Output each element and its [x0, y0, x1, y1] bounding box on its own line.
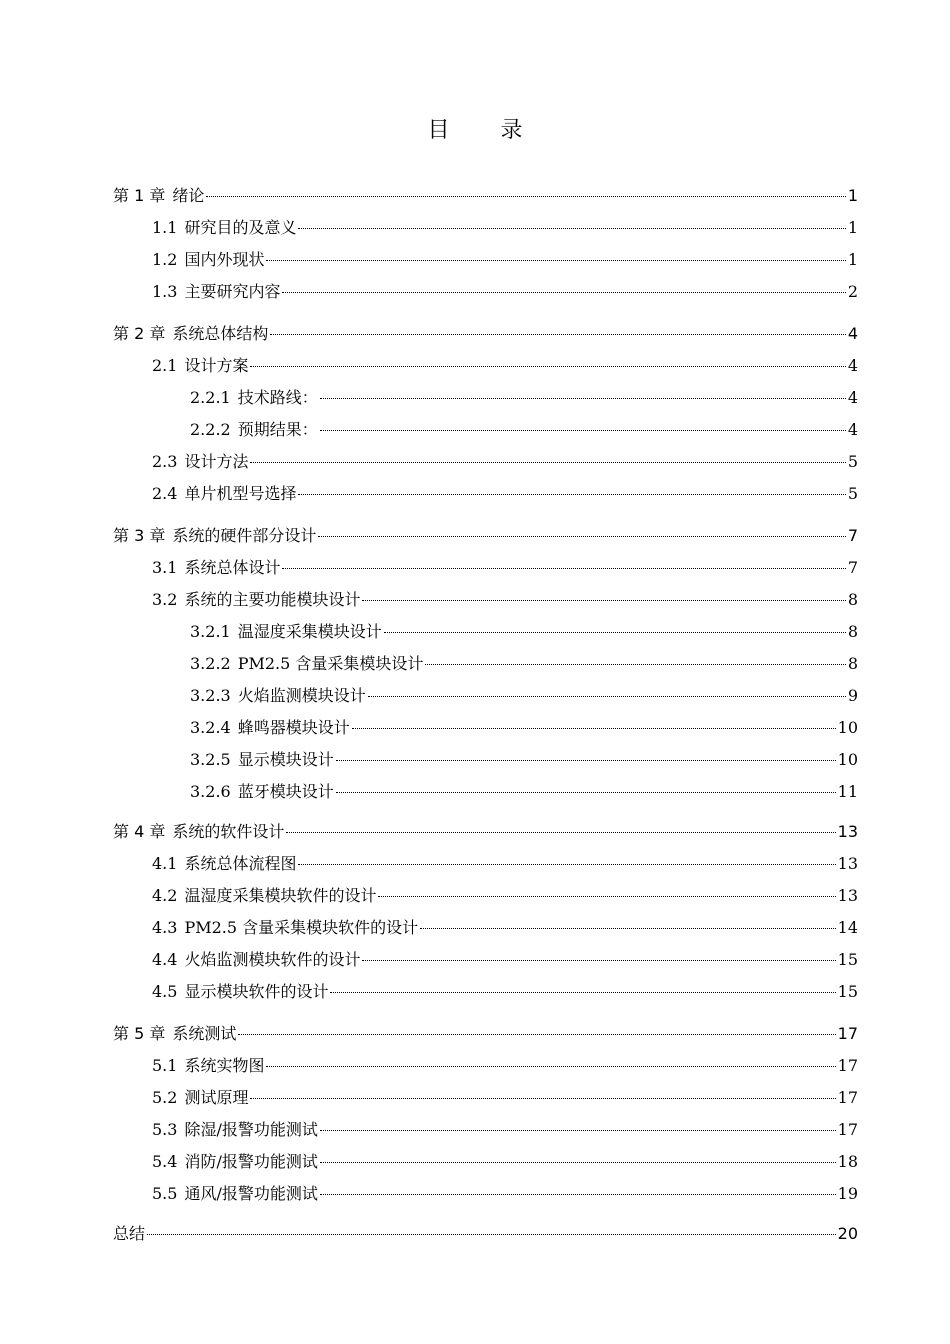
- toc-entry-number: 4.3: [152, 918, 178, 937]
- toc-entry-number: 4.5: [152, 982, 178, 1001]
- toc-chapter-entry: [113, 322, 858, 346]
- toc-page-number: 8: [847, 590, 858, 609]
- toc-entry-number: 5.3: [152, 1120, 178, 1139]
- toc-page-number: 8: [847, 654, 858, 673]
- dot-leader: [362, 600, 845, 601]
- toc-entry-label: [113, 322, 268, 346]
- toc-entry-number: 1.2: [152, 250, 178, 269]
- toc-page-number: 15: [837, 950, 858, 969]
- toc-entry-number: 2.1: [152, 356, 178, 375]
- dot-leader: [336, 760, 836, 761]
- toc-entry-text: PM2.5 含量采集模块软件的设计: [184, 918, 419, 937]
- toc-entry-label: [113, 820, 284, 844]
- toc-page-number: 11: [837, 782, 858, 801]
- toc-page-number: 8: [847, 622, 858, 641]
- toc-section-entry: [152, 450, 858, 474]
- toc-section-entry: [152, 588, 858, 612]
- toc-entry-label: [190, 386, 318, 410]
- toc-entry-label: [190, 716, 350, 740]
- toc-entry-number: 2.4: [152, 484, 178, 503]
- toc-entry-number: 第 2 章: [113, 324, 166, 343]
- toc-entry-label: [152, 852, 296, 876]
- dot-leader: [425, 664, 845, 665]
- toc-page-number: 19: [837, 1184, 858, 1203]
- dot-leader: [282, 568, 845, 569]
- toc-entry-text: 系统总体设计: [184, 558, 281, 577]
- toc-entry-number: 5.4: [152, 1152, 178, 1171]
- toc-entry-text: 除湿/报警功能测试: [184, 1120, 318, 1139]
- toc-page-number: 4: [847, 356, 858, 375]
- toc-page-number: 18: [837, 1152, 858, 1171]
- toc-entry-text: 显示模块设计: [237, 750, 334, 769]
- toc-entry-label: [152, 588, 360, 612]
- toc-section-entry: [190, 716, 858, 740]
- toc-entry-text: 设计方案: [184, 356, 249, 375]
- toc-page-number: 17: [837, 1088, 858, 1107]
- toc-entry-text: 预期结果：: [237, 420, 318, 439]
- dot-leader: [298, 864, 835, 865]
- dot-leader: [330, 992, 835, 993]
- toc-page-number: 17: [837, 1024, 858, 1043]
- toc-entry-number: 2.2.2: [190, 420, 231, 439]
- toc-entry-number: 3.2.5: [190, 750, 231, 769]
- toc-section-entry: [152, 916, 858, 940]
- toc-entry-number: 2.3: [152, 452, 178, 471]
- dot-leader: [298, 228, 845, 229]
- toc-entry-text: 设计方法: [184, 452, 249, 471]
- toc-section-entry: [152, 1150, 858, 1174]
- dot-leader: [298, 494, 845, 495]
- toc-entry-text: 主要研究内容: [184, 282, 281, 301]
- toc-entry-text: 系统测试: [172, 1024, 237, 1043]
- toc-section-entry: [152, 280, 858, 304]
- toc-entry-label: [152, 1182, 318, 1206]
- toc-entry-number: 3.2: [152, 590, 178, 609]
- toc-entry-number: 3.1: [152, 558, 178, 577]
- toc-page-number: 7: [847, 526, 858, 545]
- toc-page-number: 10: [837, 718, 858, 737]
- toc-entry-text: 系统总体流程图: [184, 854, 297, 873]
- toc-entry-number: 5.1: [152, 1056, 178, 1075]
- toc-entry-text: 系统的硬件部分设计: [172, 526, 317, 545]
- toc-section-entry: [190, 386, 858, 410]
- toc-page-number: 1: [847, 250, 858, 269]
- toc-entry-label: [190, 620, 382, 644]
- dot-leader: [147, 1234, 836, 1235]
- toc-title: 目 录: [427, 118, 545, 143]
- toc-page-number: 5: [847, 484, 858, 503]
- toc-entry-label: [190, 780, 334, 804]
- toc-section-entry: [190, 684, 858, 708]
- toc-entry-number: 3.2.6: [190, 782, 231, 801]
- toc-section-entry: [152, 248, 858, 272]
- dot-leader: [250, 462, 845, 463]
- dot-leader: [282, 292, 845, 293]
- toc-section-entry: [152, 852, 858, 876]
- dot-leader: [238, 1034, 835, 1035]
- toc-page-number: 5: [847, 452, 858, 471]
- toc-page-number: 1: [847, 186, 858, 205]
- toc-entry-label: [190, 418, 318, 442]
- toc-entry-label: [152, 948, 360, 972]
- dot-leader: [318, 536, 845, 537]
- toc-entry-label: [152, 1086, 248, 1110]
- toc-entry-text: PM2.5 含量采集模块设计: [237, 654, 424, 673]
- dot-leader: [250, 1098, 835, 1099]
- toc-chapter-entry: [113, 1222, 858, 1246]
- toc-entry-number: 3.2.2: [190, 654, 231, 673]
- toc-entry-text: 系统的软件设计: [172, 822, 285, 841]
- toc-entry-text: 总结: [113, 1224, 146, 1243]
- toc-entry-number: 第 5 章: [113, 1024, 166, 1043]
- dot-leader: [250, 366, 845, 367]
- dot-leader: [378, 896, 835, 897]
- toc-entry-text: 绪论: [172, 186, 205, 205]
- toc-entry-number: 3.2.1: [190, 622, 231, 641]
- toc-entry-text: 温湿度采集模块软件的设计: [184, 886, 377, 905]
- toc-entry-number: 第 3 章: [113, 526, 166, 545]
- toc-entry-number: 3.2.3: [190, 686, 231, 705]
- dot-leader: [320, 1130, 836, 1131]
- dot-leader: [420, 928, 836, 929]
- dot-leader: [266, 260, 845, 261]
- toc-entry-text: 温湿度采集模块设计: [237, 622, 382, 641]
- toc-section-entry: [190, 652, 858, 676]
- toc-chapter-entry: [113, 820, 858, 844]
- toc-page-number: 20: [837, 1224, 858, 1243]
- toc-section-entry: [152, 948, 858, 972]
- toc-section-entry: [152, 216, 858, 240]
- toc-entry-number: 5.5: [152, 1184, 178, 1203]
- toc-page-number: 9: [847, 686, 858, 705]
- toc-section-entry: [152, 1086, 858, 1110]
- toc-entry-label: [113, 1222, 145, 1246]
- toc-page-number: 10: [837, 750, 858, 769]
- toc-chapter-entry: [113, 524, 858, 548]
- dot-leader: [320, 1194, 836, 1195]
- toc-entry-text: 蓝牙模块设计: [237, 782, 334, 801]
- toc-entry-number: 第 4 章: [113, 822, 166, 841]
- toc-section-entry: [152, 980, 858, 1004]
- dot-leader: [320, 398, 846, 399]
- toc-section-entry: [190, 418, 858, 442]
- toc-page-number: 13: [837, 886, 858, 905]
- dot-leader: [368, 696, 846, 697]
- toc-entry-text: 通风/报警功能测试: [184, 1184, 318, 1203]
- toc-page-number: 14: [837, 918, 858, 937]
- toc-entry-number: 2.2.1: [190, 388, 231, 407]
- toc-entry-label: [152, 1054, 264, 1078]
- toc-page-number: 4: [847, 324, 858, 343]
- toc-entry-label: [113, 524, 316, 548]
- toc-entry-text: 火焰监测模块软件的设计: [184, 950, 361, 969]
- toc-entry-label: [113, 184, 204, 208]
- toc-entry-label: [190, 684, 366, 708]
- toc-entry-label: [190, 748, 334, 772]
- dot-leader: [352, 728, 836, 729]
- toc-entry-number: 4.4: [152, 950, 178, 969]
- toc-section-entry: [152, 1118, 858, 1142]
- dot-leader: [270, 334, 845, 335]
- toc-page-number: 7: [847, 558, 858, 577]
- toc-entry-label: [190, 652, 423, 676]
- toc-entry-text: 蜂鸣器模块设计: [237, 718, 350, 737]
- toc-page-number: 2: [847, 282, 858, 301]
- toc-chapter-entry: [113, 184, 858, 208]
- toc-entry-text: 测试原理: [184, 1088, 249, 1107]
- toc-section-entry: [152, 482, 858, 506]
- dot-leader: [266, 1066, 835, 1067]
- toc-section-entry: [152, 556, 858, 580]
- dot-leader: [362, 960, 835, 961]
- toc-section-entry: [190, 780, 858, 804]
- toc-entry-label: [152, 450, 248, 474]
- toc-entry-number: 1.3: [152, 282, 178, 301]
- toc-page-number: 1: [847, 218, 858, 237]
- toc-entry-label: [152, 248, 264, 272]
- toc-chapter-entry: [113, 1022, 858, 1046]
- toc-section-entry: [190, 748, 858, 772]
- toc-section-entry: [152, 1182, 858, 1206]
- toc-entry-text: 研究目的及意义: [184, 218, 297, 237]
- toc-entry-number: 第 1 章: [113, 186, 166, 205]
- toc-entry-label: [152, 980, 328, 1004]
- toc-page-number: 4: [847, 388, 858, 407]
- toc-page-number: 13: [837, 854, 858, 873]
- toc-entry-text: 系统的主要功能模块设计: [184, 590, 361, 609]
- toc-page-number: 17: [837, 1056, 858, 1075]
- dot-leader: [320, 430, 846, 431]
- toc-entry-label: [152, 1118, 318, 1142]
- toc-page-number: 15: [837, 982, 858, 1001]
- toc-section-entry: [152, 884, 858, 908]
- toc-section-entry: [152, 354, 858, 378]
- toc-entry-label: [152, 280, 280, 304]
- toc-entry-text: 技术路线：: [237, 388, 318, 407]
- toc-entry-label: [152, 354, 248, 378]
- toc-entry-label: [152, 1150, 318, 1174]
- toc-entry-label: [113, 1022, 236, 1046]
- toc-entry-number: 4.1: [152, 854, 178, 873]
- toc-entry-text: 系统实物图: [184, 1056, 265, 1075]
- toc-entry-text: 系统总体结构: [172, 324, 269, 343]
- toc-entry-label: [152, 556, 280, 580]
- toc-page-number: 13: [837, 822, 858, 841]
- toc-entry-number: 1.1: [152, 218, 178, 237]
- dot-leader: [336, 792, 836, 793]
- dot-leader: [206, 196, 845, 197]
- toc-entry-text: 火焰监测模块设计: [237, 686, 366, 705]
- dot-leader: [320, 1162, 836, 1163]
- toc-section-entry: [152, 1054, 858, 1078]
- toc-entry-text: 显示模块软件的设计: [184, 982, 329, 1001]
- toc-entry-text: 消防/报警功能测试: [184, 1152, 318, 1171]
- toc-entry-number: 5.2: [152, 1088, 178, 1107]
- toc-page-number: 4: [847, 420, 858, 439]
- toc-entry-label: [152, 884, 376, 908]
- toc-entry-label: [152, 916, 418, 940]
- toc-section-entry: [190, 620, 858, 644]
- toc-entry-number: 3.2.4: [190, 718, 231, 737]
- toc-entry-text: 国内外现状: [184, 250, 265, 269]
- dot-leader: [384, 632, 846, 633]
- toc-entry-number: 4.2: [152, 886, 178, 905]
- toc-page-number: 17: [837, 1120, 858, 1139]
- dot-leader: [286, 832, 835, 833]
- toc-entry-label: [152, 482, 296, 506]
- toc-entry-label: [152, 216, 296, 240]
- toc-entry-text: 单片机型号选择: [184, 484, 297, 503]
